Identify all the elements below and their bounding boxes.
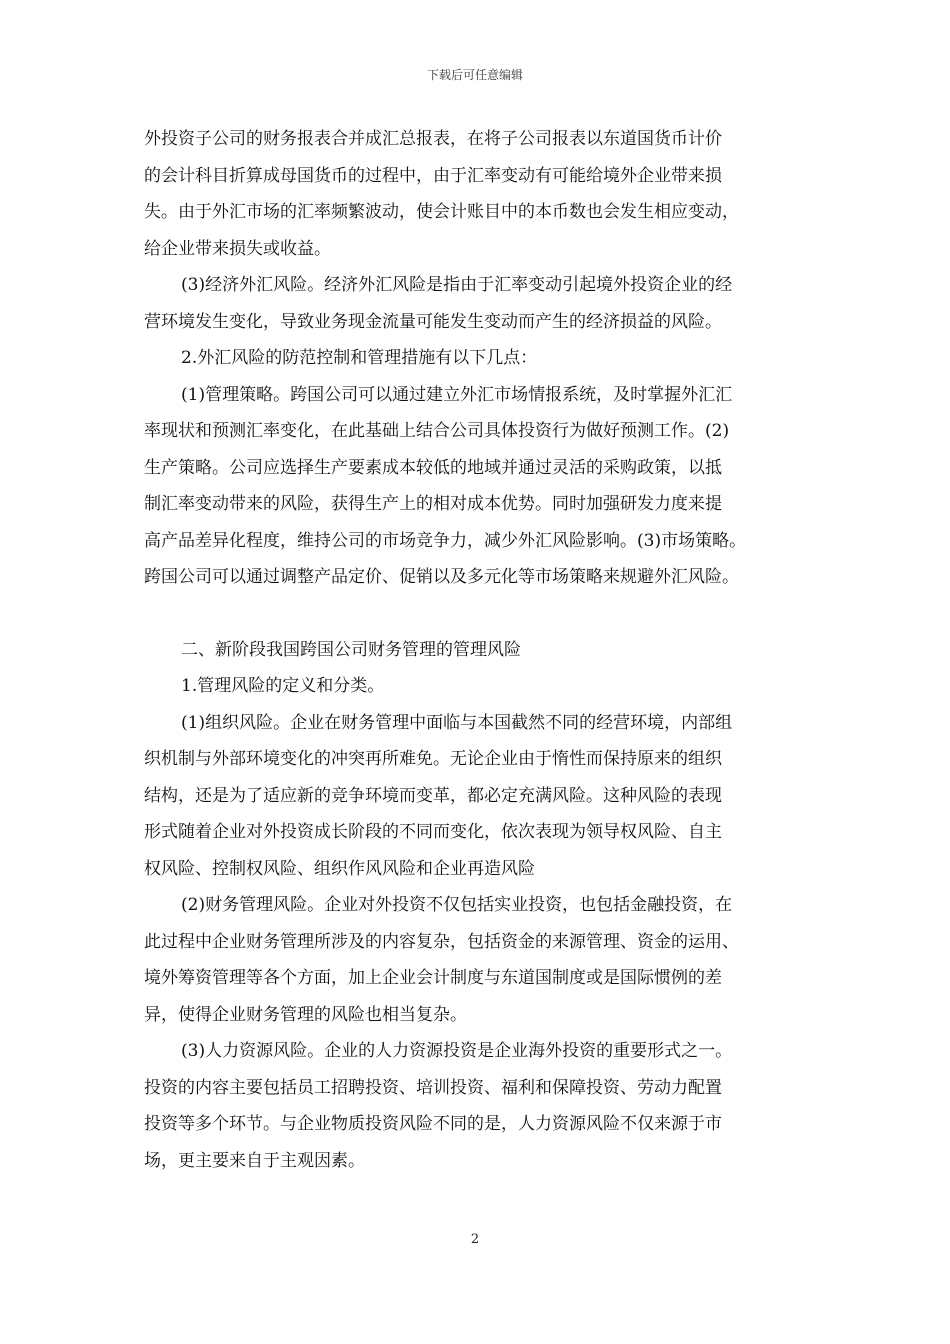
document-body — [144, 121, 814, 1179]
paragraph-start: 2.外汇风险的防范控制和管理措施有以下几点： — [181, 348, 538, 368]
text-line: 给企业带来损失或收益。 — [144, 238, 331, 259]
text-line: 织机制与外部环境变化的冲突再所难免。无论企业由于惰性而保持原来的组织 — [144, 749, 722, 769]
text-line: 高产品差异化程度，维持公司的市场竞争力，减少外汇风险影响。(3)市场策略。 — [144, 530, 747, 551]
text-line: 场，更主要来自于主观因素。 — [144, 1150, 365, 1171]
text-line: 外投资子公司的财务报表合并成汇总报表，在将子公司报表以东道国货币计价 — [144, 129, 722, 149]
text-line: 制汇率变动带来的风险，获得生产上的相对成本优势。同时加强研发力度来提 — [144, 494, 722, 514]
text-line: 境外筹资管理等各个方面，加上企业会计制度与东道国制度或是国际惯例的差 — [144, 968, 722, 988]
text-line: 投资等多个环节。与企业物质投资风险不同的是，人力资源风险不仅来源于市 — [144, 1114, 722, 1134]
text-line: 跨国公司可以通过调整产品定价、促销以及多元化等市场策略来规避外汇风险。 — [144, 567, 739, 587]
paragraph-start: (1)管理策略。跨国公司可以通过建立外汇市场情报系统，及时掌握外汇汇 — [181, 384, 733, 405]
text-line: 率现状和预测汇率变化，在此基础上结合公司具体投资行为做好预测工作。(2) — [144, 421, 730, 441]
text-line: 营环境发生变化，导致业务现金流量可能发生变动而产生的经济损益的风险。 — [144, 311, 722, 332]
text-line: 此过程中企业财务管理所涉及的内容复杂，包括资金的来源管理、资金的运用、 — [144, 931, 739, 952]
section-gap — [144, 596, 814, 632]
paragraph-start: (1)组织风险。企业在财务管理中面临与本国截然不同的经营环境，内部组 — [181, 712, 733, 733]
text-line: 结构，还是为了适应新的竞争环境而变革，都必定充满风险。这种风险的表现 — [144, 785, 722, 806]
text-line: 的会计科目折算成母国货币的过程中，由于汇率变动有可能给境外企业带来损 — [144, 165, 722, 186]
paragraph-start: (2)财务管理风险。企业对外投资不仅包括实业投资，也包括金融投资，在 — [181, 895, 733, 915]
text-line: 异，使得企业财务管理的风险也相当复杂。 — [144, 1004, 467, 1025]
section-heading: 二、新阶段我国跨国公司财务管理的管理风险 — [181, 639, 521, 660]
subsection-heading: 1.管理风险的定义和分类。 — [181, 676, 385, 696]
page-header: 下载后可任意编辑 — [426, 68, 523, 82]
paragraph-start: (3)经济外汇风险。经济外汇风险是指由于汇率变动引起境外投资企业的经 — [181, 275, 733, 295]
text-line: 形式随着企业对外投资成长阶段的不同而变化，依次表现为领导权风险、自主 — [144, 822, 722, 842]
paragraph-start: (3)人力资源风险。企业的人力资源投资是企业海外投资的重要形式之一。 — [181, 1041, 733, 1061]
text-line: 投资的内容主要包括员工招聘投资、培训投资、福利和保障投资、劳动力配置 — [144, 1077, 722, 1098]
text-line: 失。由于外汇市场的汇率频繁波动，使会计账目中的本币数也会发生相应变动， — [144, 202, 739, 222]
page-number: 2 — [470, 1232, 480, 1247]
text-line: 权风险、控制权风险、组织作风风险和企业再造风险 — [144, 858, 535, 879]
text-line: 生产策略。公司应选择生产要素成本较低的地域并通过灵活的采购政策，以抵 — [144, 457, 722, 478]
